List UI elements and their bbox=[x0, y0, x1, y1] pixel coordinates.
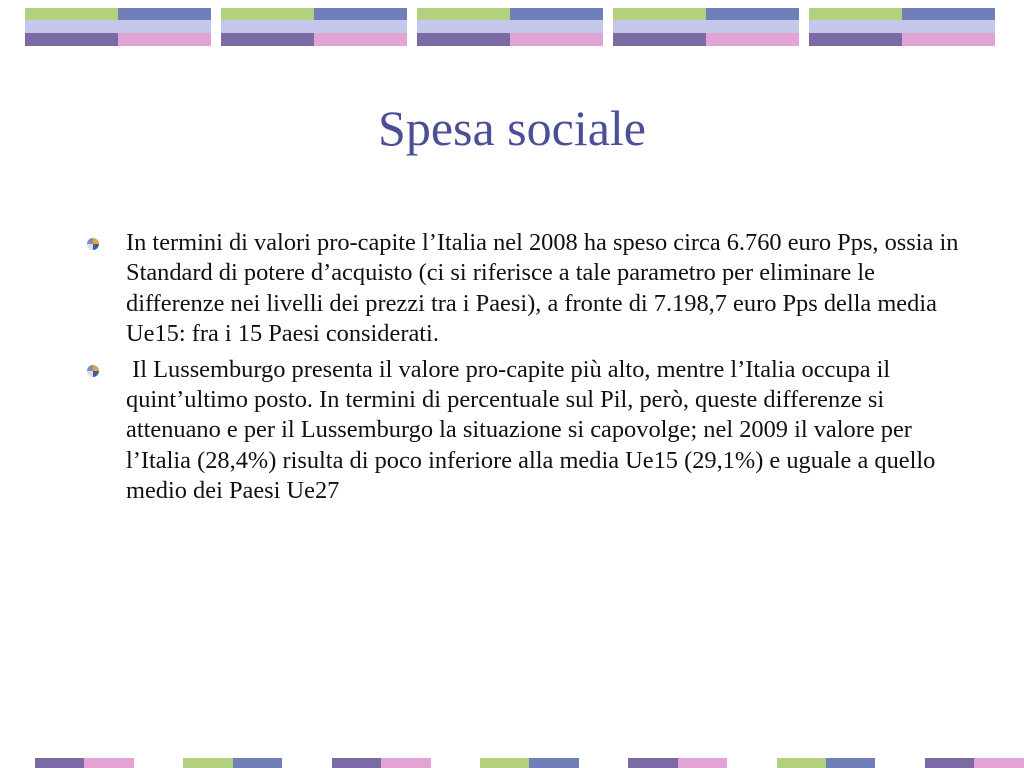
top-band-block bbox=[417, 8, 603, 46]
top-band-block bbox=[809, 8, 995, 46]
bottom-decorative-band bbox=[35, 758, 1024, 768]
quartered-circle-icon bbox=[86, 237, 100, 251]
bullet-item bbox=[80, 228, 965, 350]
bullet-text: In termini di valori pro-capite l’Italia nel 2008 ha speso circa 6.760 euro Pps, ossia in Standard di potere d’acquisto (ci si riferisce a tale parametro per eliminare le differenze nei livelli dei prezzi tra i Paesi), a fronte di 7.198,7 euro Pps della media Ue15: fra i 15 Paesi considerati. bbox=[126, 229, 965, 348]
slide-title: Spesa sociale bbox=[378, 100, 646, 156]
top-decorative-band bbox=[25, 8, 1000, 46]
quartered-circle-icon bbox=[86, 364, 100, 378]
bullet-text: Il Lussemburgo presenta il valore pro-capite più alto, mentre l’Italia occupa il quint’ultimo posto. In termini di percentuale sul Pil, però, queste differenze si attenuano e per il Lussemburgo la situazione si capovolge; nel 2009 il valore per l’Italia (28,4%) risulta di poco inferiore alla media Ue15 (29,1%) e uguale a quello medio dei Paesi Ue27 bbox=[126, 355, 942, 505]
bullet-list bbox=[80, 228, 965, 512]
bullet-item bbox=[80, 355, 960, 507]
top-band-block bbox=[221, 8, 407, 46]
top-band-block bbox=[613, 8, 799, 46]
top-band-block bbox=[25, 8, 211, 46]
